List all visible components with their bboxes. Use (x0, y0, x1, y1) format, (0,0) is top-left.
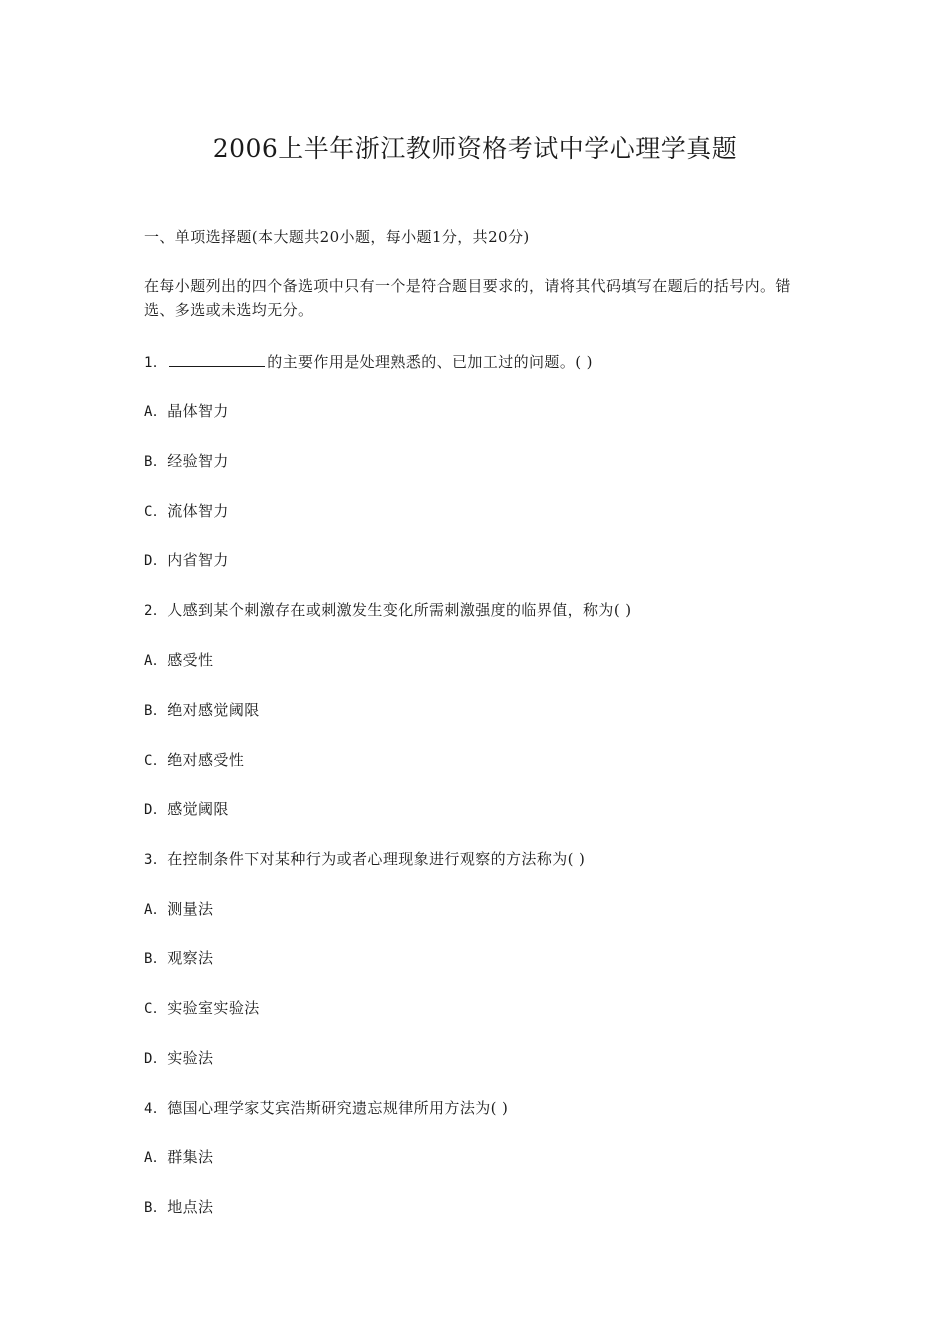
question-number: 3． (144, 852, 168, 868)
option-text: 群集法 (167, 1148, 214, 1166)
question-1 (144, 350, 593, 375)
answer-blank (169, 352, 265, 367)
option-text: 感受性 (167, 651, 214, 669)
option-letter: A． (144, 653, 168, 669)
option-2a (144, 648, 213, 673)
option-letter: D． (144, 1051, 168, 1067)
section-heading: 一、单项选择题(本大题共20小题，每小题1分，共20分) (144, 228, 530, 246)
option-text: 测量法 (167, 900, 214, 918)
option-2d (144, 797, 229, 822)
question-2 (144, 598, 632, 623)
option-text: 流体智力 (167, 502, 229, 520)
option-3d (144, 1046, 213, 1071)
question-text: 德国心理学家艾宾浩斯研究遗忘规律所用方法为( ) (167, 1099, 509, 1117)
option-letter: A． (144, 404, 168, 420)
section-instructions: 在每小题列出的四个备选项中只有一个是符合题目要求的，请将其代码填写在题后的括号内。错选、多选或未选均无分。 (144, 277, 791, 319)
question-3 (144, 847, 585, 872)
question-text: 的主要作用是处理熟悉的、已加工过的问题。( ) (267, 353, 593, 371)
page-title: 2006上半年浙江教师资格考试中学心理学真题 (212, 134, 738, 163)
option-4a (144, 1145, 213, 1170)
question-number: 4． (144, 1101, 168, 1117)
option-letter: B． (144, 703, 168, 719)
option-text: 晶体智力 (167, 402, 229, 420)
option-text: 地点法 (167, 1198, 214, 1216)
option-3a (144, 897, 213, 922)
option-1b (144, 449, 229, 474)
question-text: 在控制条件下对某种行为或者心理现象进行观察的方法称为( ) (167, 850, 586, 868)
question-number: 2． (144, 603, 168, 619)
option-letter: D． (144, 553, 168, 569)
question-4 (144, 1096, 508, 1121)
option-text: 经验智力 (167, 452, 229, 470)
option-text: 实验法 (167, 1049, 214, 1067)
option-4b (144, 1195, 213, 1220)
option-3c (144, 996, 260, 1021)
option-3b (144, 946, 213, 971)
option-text: 内省智力 (167, 551, 229, 569)
option-letter: D． (144, 802, 168, 818)
option-text: 观察法 (167, 949, 214, 967)
option-text: 感觉阈限 (167, 800, 229, 818)
question-number: 1． (144, 355, 168, 371)
option-letter: B． (144, 1200, 168, 1216)
option-1d (144, 548, 229, 573)
option-1a (144, 399, 229, 424)
option-letter: B． (144, 951, 168, 967)
option-letter: A． (144, 902, 168, 918)
option-1c (144, 499, 229, 524)
option-letter: C． (144, 753, 168, 769)
option-letter: C． (144, 504, 168, 520)
option-text: 绝对感受性 (167, 751, 245, 769)
option-text: 绝对感觉阈限 (167, 701, 260, 719)
option-text: 实验室实验法 (167, 999, 260, 1017)
option-letter: B． (144, 454, 168, 470)
option-letter: A． (144, 1150, 168, 1166)
option-letter: C． (144, 1001, 168, 1017)
option-2b (144, 698, 260, 723)
question-text: 人感到某个刺激存在或刺激发生变化所需刺激强度的临界值，称为( ) (167, 601, 632, 619)
option-2c (144, 748, 244, 773)
